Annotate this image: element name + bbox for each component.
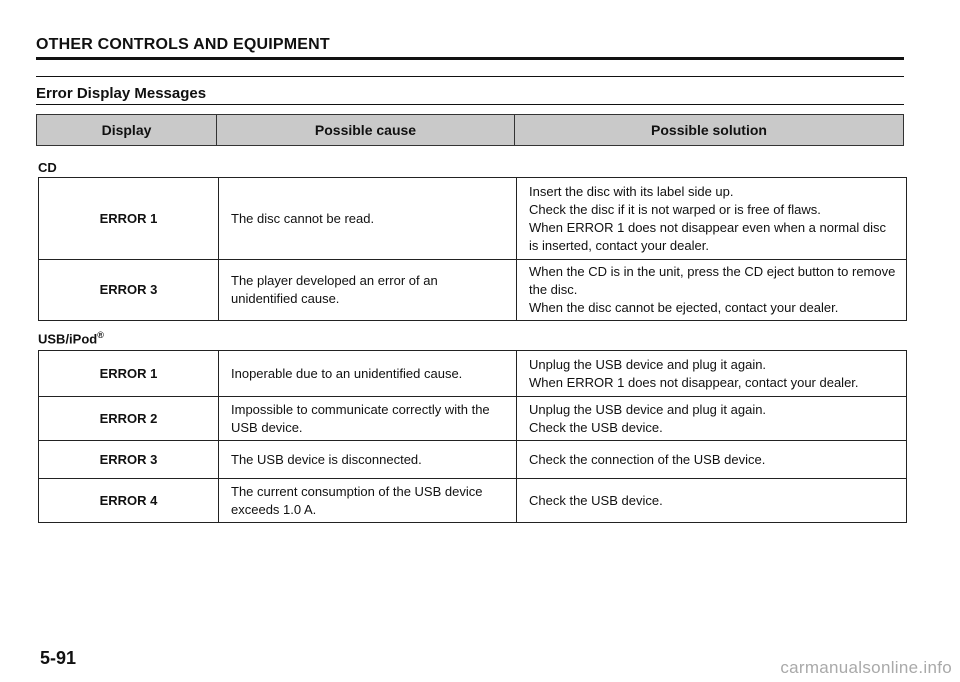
group-label-cd: CD [38, 160, 57, 175]
registered-mark: ® [97, 330, 104, 340]
section-rule [36, 57, 904, 60]
table-row [39, 351, 907, 397]
solution-line: When the CD is in the unit, press the CD eject button to remove the disc. [529, 264, 896, 297]
error-cause: Inoperable due to an unidentified cause. [219, 351, 517, 397]
solution-line: When the disc cannot be ejected, contact your dealer. [529, 300, 839, 315]
error-cause: Impossible to communicate correctly with the USB device. [219, 397, 517, 441]
error-cause: The disc cannot be read. [219, 178, 517, 260]
table-row [39, 397, 907, 441]
error-solution [517, 178, 907, 260]
cd-error-table [38, 177, 907, 321]
solution-line: When ERROR 1 does not disappear, contact your dealer. [529, 374, 859, 390]
subsection-rule-top [36, 76, 904, 77]
table-row [39, 479, 907, 523]
error-code: ERROR 4 [39, 479, 219, 523]
group-label-usb [38, 330, 104, 346]
section-title: OTHER CONTROLS AND EQUIPMENT [36, 36, 330, 53]
error-code: ERROR 3 [39, 441, 219, 479]
header-possible-solution: Possible solution [651, 122, 767, 138]
error-solution [517, 441, 907, 479]
solution-line: Check the disc if it is not warped or is free of flaws. [529, 201, 821, 217]
usb-error-table [38, 350, 907, 523]
solution-line: When ERROR 1 does not disappear even when a normal disc is inserted, contact your dealer. [529, 219, 886, 253]
usb-label-text: USB/iPod [38, 331, 98, 347]
header-possible-cause: Possible cause [217, 115, 515, 145]
page-number: 5-91 [40, 648, 77, 668]
solution-line: Unplug the USB device and plug it again. [529, 401, 767, 417]
solution-line: Unplug the USB device and plug it again. [529, 356, 767, 372]
error-cause: The USB device is disconnected. [219, 441, 517, 479]
error-solution [517, 397, 907, 441]
table-row [39, 441, 907, 479]
header-display: Display [37, 115, 217, 145]
error-solution [517, 479, 907, 523]
error-cause: The current consumption of the USB device exceeds 1.0 A. [219, 479, 517, 523]
error-solution [517, 260, 907, 321]
error-cause: The player developed an error of an unidentified cause. [219, 260, 517, 321]
table-header [36, 114, 904, 146]
solution-line: Insert the disc with its label side up. [529, 183, 734, 199]
error-code: ERROR 1 [39, 351, 219, 397]
table-row [39, 178, 907, 260]
subsection-rule-bottom [36, 104, 904, 105]
subsection-title: Error Display Messages [36, 85, 207, 102]
error-code: ERROR 1 [39, 178, 219, 260]
solution-line: Check the connection of the USB device. [529, 451, 766, 467]
error-code: ERROR 2 [39, 397, 219, 441]
watermark: carmanualsonline.info [780, 658, 952, 677]
solution-line: Check the USB device. [529, 492, 663, 508]
error-solution [517, 351, 907, 397]
error-code: ERROR 3 [39, 260, 219, 321]
table-row [39, 260, 907, 321]
solution-line: Check the USB device. [529, 419, 663, 435]
